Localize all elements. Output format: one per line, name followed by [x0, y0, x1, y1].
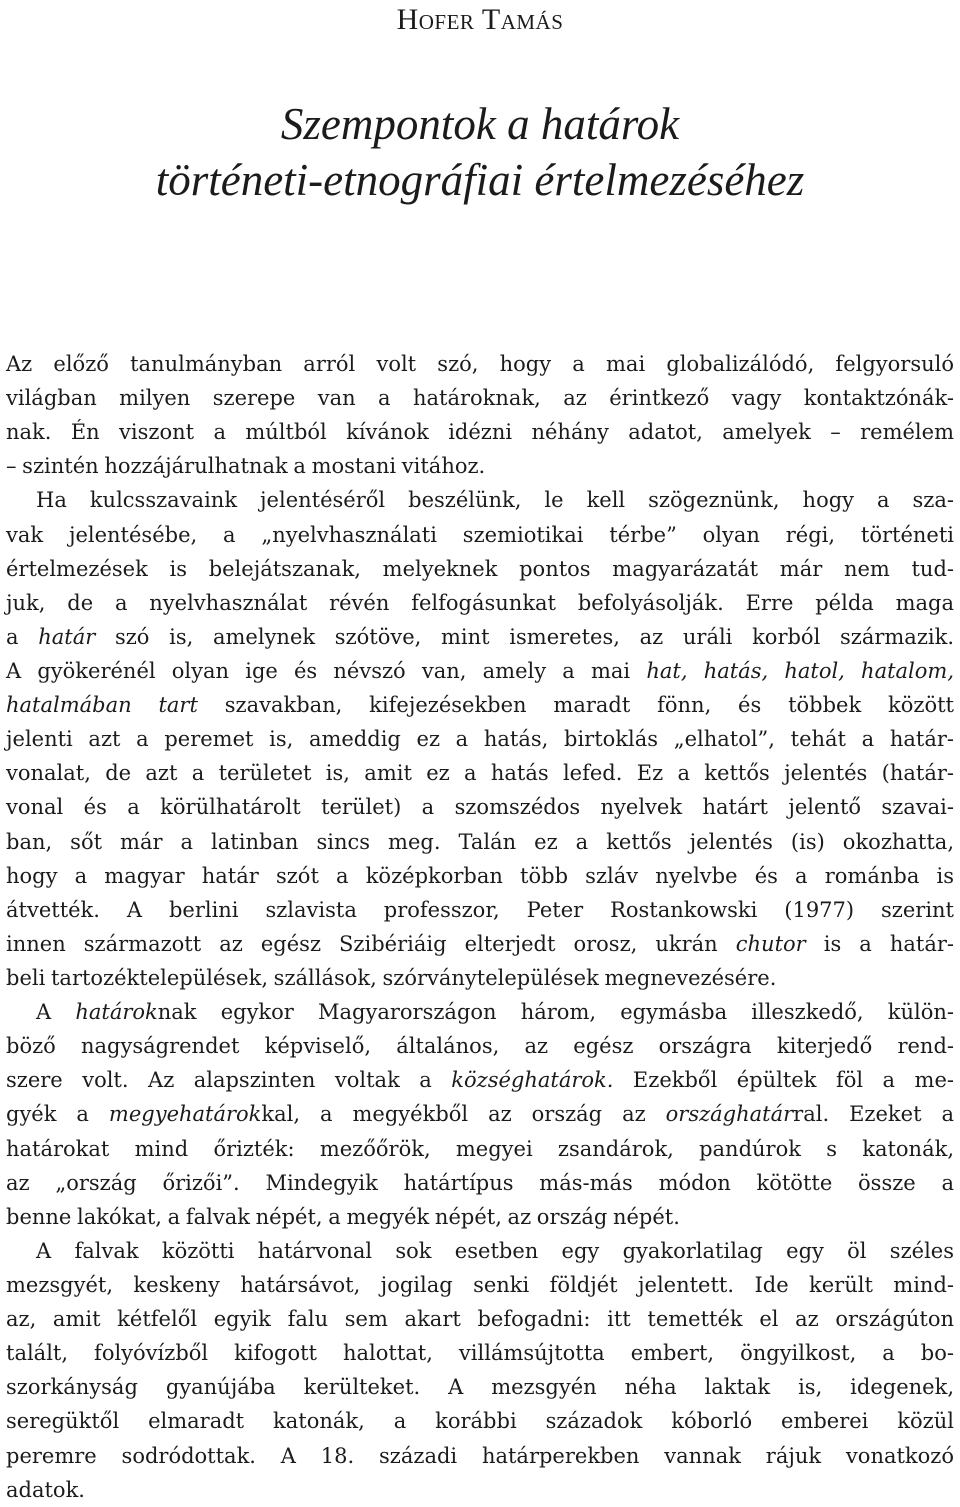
body-line: [6, 756, 954, 790]
text-run: vonalat, de azt a területet is, amit ez a hatás lefed. Ez a kettős jelentés (határ-: [6, 761, 954, 786]
body-line: [6, 1473, 954, 1507]
text-run: Ezekből épültek föl a me-: [613, 1068, 954, 1093]
text-run: szavakban, kifejezésekben maradt fönn, és többek között: [197, 693, 954, 718]
body-line: [6, 1439, 954, 1473]
text-run: juk, de a nyelvhasználat révén felfogásunkat befolyásolják. Erre példa maga: [6, 590, 954, 615]
text-run: vonal és a körülhatárolt terület) a szomszédos nyelvek határt jelentő szavai-: [6, 795, 954, 820]
text-run: értelmezések is belejátszanak, melyeknek pontos magyarázatát már nem tud-: [6, 556, 954, 581]
italic-term: megyehatárok: [108, 1102, 262, 1127]
text-run: az „ország őrizői”. Mindegyik határtípus más-más módon kötötte össze a: [6, 1170, 954, 1195]
body-line: [6, 1370, 954, 1404]
body-text: [6, 347, 954, 1507]
author-name: Hofer Tamás: [396, 3, 564, 36]
body-line: [6, 552, 954, 586]
text-run: szó is, amelynek szótöve, mint ismeretes, az uráli korból származik.: [95, 624, 954, 649]
body-line: [6, 620, 954, 654]
text-run: gyék a: [6, 1102, 109, 1127]
text-run: mezsgyét, keskeny határsávot, jogilag senki földjét jelentett. Ide került mind-: [6, 1272, 954, 1297]
text-run: peremre sodródottak. A 18. századi határperekben vannak rájuk vonatkozó: [6, 1443, 954, 1468]
text-run: nak. Én viszont a múltból kívánok idézni néhány adatot, amelyek – remélem: [6, 420, 954, 445]
text-run: nak egykor Magyarországon három, egymásba illeszkedő, külön-: [157, 1000, 954, 1025]
text-run: Az előző tanulmányban arról volt szó, hogy a mai globalizálódó, felgyorsuló: [6, 352, 954, 376]
text-run: talált, folyóvízből kifogott halottat, villámsújtotta embert, öngyilkost, a bo-: [6, 1341, 954, 1366]
text-run: is a határ-: [805, 931, 954, 956]
italic-term: hatalmában tart: [6, 693, 198, 718]
italic-term: határok: [75, 1000, 158, 1025]
text-run: vak jelentésébe, a „nyelvhasználati szemiotikai térbe” olyan régi, történeti: [6, 522, 954, 547]
text-run: a: [6, 624, 39, 649]
text-run: innen származott az egész Szibériáig elterjedt orosz, ukrán: [6, 931, 736, 956]
body-line: [6, 1029, 954, 1063]
body-line: [6, 1063, 954, 1097]
body-line: [6, 1268, 954, 1302]
body-line: [6, 1132, 954, 1166]
body-line: [6, 1200, 954, 1234]
chapter-title-line-1: Szempontok a határok: [280, 99, 680, 149]
body-line: [6, 859, 954, 893]
body-line: [6, 1166, 954, 1200]
body-line: [6, 825, 954, 859]
text-run: átvették. A berlini szlavista professzor, Peter Rostankowski (1977) szerint: [6, 897, 954, 922]
body-line: [6, 449, 954, 483]
body-line: [6, 995, 954, 1029]
italic-term: chutor: [735, 931, 806, 956]
text-run: szorkányság gyanújába kerülteket. A mezsgyén néha laktak is, idegenek,: [6, 1375, 954, 1400]
body-line: [6, 1234, 954, 1268]
italic-term: határ: [38, 624, 96, 649]
body-line: [6, 654, 954, 688]
text-run: világban milyen szerepe van a határoknak, az érintkező vagy kontaktzónák-: [6, 386, 954, 411]
text-run: beli tartozéktelepülések, szállások, szórványtelepülések megnevezésére.: [6, 965, 777, 990]
text-run: az, amit kétfelől egyik falu sem akart befogadni: itt temették el az országúton: [6, 1307, 954, 1332]
text-run: A gyökerénél olyan ige és névszó van, amely a mai: [6, 658, 647, 683]
body-line: [6, 1097, 954, 1131]
italic-term: hat, hatás, hatol, hatalom,: [646, 658, 954, 683]
text-run: hogy a magyar határ szót a középkorban több szláv nyelvbe és a románba is: [6, 863, 954, 888]
text-run: ban, sőt már a latinban sincs meg. Talán ez a kettős jelentés (is) okozhatta,: [6, 829, 954, 854]
body-line: [6, 586, 954, 620]
body-line: [6, 893, 954, 927]
text-run: ral. Ezeket a: [793, 1102, 954, 1127]
body-line: [6, 381, 954, 415]
text-run: adatok.: [6, 1477, 85, 1502]
chapter-title: [0, 96, 960, 208]
body-line: [6, 790, 954, 824]
text-run: határokat mind őrizték: mezőőrök, megyei zsandárok, pandúrok s katonák,: [6, 1136, 954, 1161]
text-run: A: [36, 1000, 76, 1025]
chapter-title-line-2: történeti-etnográfiai értelmezéséhez: [155, 155, 805, 205]
text-run: jelenti azt a peremet is, ameddig ez a hatás, birtoklás „elhatol”, tehát a határ-: [6, 727, 954, 752]
body-line: [6, 722, 954, 756]
italic-term: községhatárok.: [451, 1068, 614, 1093]
text-run: benne lakókat, a falvak népét, a megyék népét, az ország népét.: [6, 1204, 680, 1229]
text-run: seregüktől elmaradt katonák, a korábbi századok kóborló emberei közül: [6, 1409, 954, 1434]
body-line: [6, 1336, 954, 1370]
text-run: böző nagyságrendet képviselő, általános, az egész országra kiterjedő rend-: [6, 1034, 954, 1059]
text-run: – szintén hozzájárulhatnak a mostani vitához.: [6, 454, 486, 479]
italic-term: országhatár: [665, 1102, 794, 1127]
text-run: Ha kulcsszavaink jelentéséről beszélünk, le kell szögeznünk, hogy a sza-: [36, 488, 954, 513]
body-line: [6, 1404, 954, 1438]
body-line: [6, 483, 954, 517]
body-line: [6, 688, 954, 722]
text-run: szere volt. Az alapszinten voltak a: [6, 1068, 452, 1093]
body-line: [6, 415, 954, 449]
body-line: [6, 1302, 954, 1336]
body-line: [6, 518, 954, 552]
text-run: A falvak közötti határvonal sok esetben egy gyakorlatilag egy öl széles: [36, 1238, 954, 1263]
text-run: kal, a megyékből az ország az: [261, 1102, 666, 1127]
body-line: [6, 927, 954, 961]
body-line: [6, 961, 954, 995]
body-line: [6, 347, 954, 381]
